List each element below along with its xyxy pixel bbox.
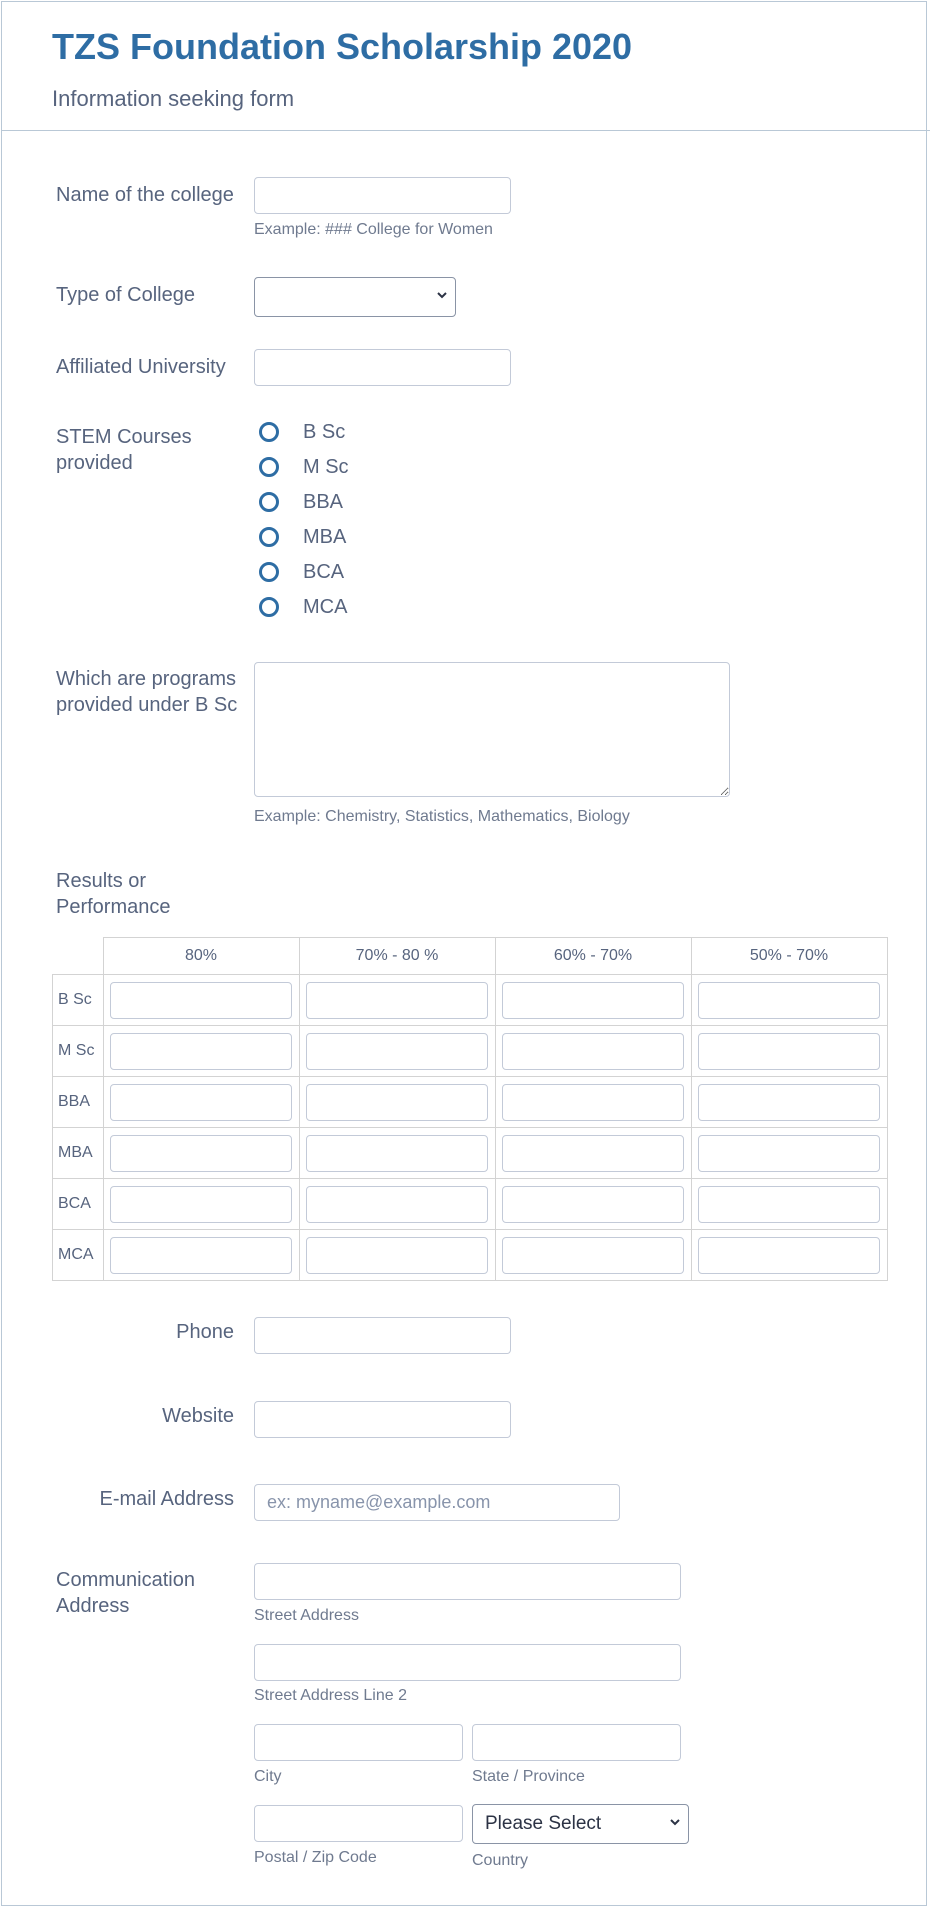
matrix-row <box>53 1128 888 1179</box>
stem-label: STEM Courses provided <box>56 426 192 474</box>
stem-option-label: M Sc <box>303 455 349 478</box>
matrix-cell-input[interactable] <box>502 1135 684 1172</box>
street-address-2-sublabel: Street Address Line 2 <box>254 1687 407 1704</box>
matrix-row-label: MBA <box>53 1128 104 1179</box>
country-sublabel: Country <box>472 1852 529 1869</box>
city-sublabel: City <box>254 1768 282 1785</box>
matrix-cell-input[interactable] <box>502 982 684 1019</box>
stem-option-label: BBA <box>303 490 344 513</box>
matrix-row-label: BCA <box>53 1179 104 1230</box>
matrix-cell-input[interactable] <box>110 1135 292 1172</box>
radio-button[interactable] <box>259 457 279 477</box>
matrix-row <box>53 975 888 1026</box>
matrix-row <box>53 1230 888 1281</box>
stem-option-label: BCA <box>303 560 345 583</box>
matrix-column-header: 70% - 80 % <box>299 938 495 975</box>
form-header <box>2 2 930 131</box>
country-select[interactable] <box>472 1804 689 1844</box>
stem-option-label: MBA <box>303 525 347 548</box>
radio-button[interactable] <box>259 422 279 442</box>
college-name-hint: Example: ### College for Women <box>254 221 493 238</box>
matrix-row-label: BBA <box>53 1077 104 1128</box>
matrix-row <box>53 1026 888 1077</box>
state-sublabel: State / Province <box>472 1768 585 1785</box>
email-label: E-mail Address <box>99 1488 234 1510</box>
matrix-corner <box>53 938 104 975</box>
street-address-input[interactable] <box>254 1563 681 1600</box>
matrix-cell-input[interactable] <box>306 1237 488 1274</box>
matrix-cell-input[interactable] <box>110 1237 292 1274</box>
university-label: Affiliated University <box>56 356 226 378</box>
matrix-cell-input[interactable] <box>110 1033 292 1070</box>
phone-label: Phone <box>176 1321 234 1343</box>
programs-hint: Example: Chemistry, Statistics, Mathematics, Biology <box>254 808 630 825</box>
matrix-cell-input[interactable] <box>698 1033 880 1070</box>
state-input[interactable] <box>472 1724 681 1761</box>
matrix-cell-input[interactable] <box>110 1186 292 1223</box>
programs-label: Which are programs provided under B Sc <box>56 668 238 716</box>
matrix-cell-input[interactable] <box>698 1186 880 1223</box>
website-label: Website <box>162 1405 234 1427</box>
matrix-row <box>53 1179 888 1230</box>
email-input[interactable] <box>254 1484 620 1521</box>
college-name-label: Name of the college <box>56 184 234 206</box>
matrix-row-label: B Sc <box>53 975 104 1026</box>
radio-button[interactable] <box>259 562 279 582</box>
radio-button[interactable] <box>259 597 279 617</box>
matrix-cell-input[interactable] <box>306 982 488 1019</box>
stem-option-bba[interactable] <box>259 487 343 517</box>
matrix-cell-input[interactable] <box>698 982 880 1019</box>
matrix-column-header: 60% - 70% <box>495 938 691 975</box>
stem-option-mba[interactable] <box>259 522 346 552</box>
results-label: Results or Performance <box>56 870 171 918</box>
chevron-down-icon <box>437 290 447 300</box>
radio-button[interactable] <box>259 492 279 512</box>
matrix-cell-input[interactable] <box>306 1186 488 1223</box>
matrix-cell-input[interactable] <box>502 1186 684 1223</box>
matrix-cell-input[interactable] <box>306 1135 488 1172</box>
form-title: TZS Foundation Scholarship 2020 <box>52 26 633 67</box>
stem-option-msc[interactable] <box>259 452 349 482</box>
stem-option-bsc[interactable] <box>259 417 345 447</box>
website-input[interactable] <box>254 1401 511 1438</box>
stem-option-label: B Sc <box>303 420 346 443</box>
matrix-column-header: 50% - 70% <box>691 938 887 975</box>
zip-sublabel: Postal / Zip Code <box>254 1849 377 1866</box>
college-name-input[interactable] <box>254 177 511 214</box>
matrix-cell-input[interactable] <box>502 1237 684 1274</box>
form-frame <box>1 1 927 1906</box>
matrix-cell-input[interactable] <box>306 1084 488 1121</box>
results-matrix <box>52 937 888 1281</box>
radio-button[interactable] <box>259 527 279 547</box>
stem-option-mca[interactable] <box>259 592 347 622</box>
matrix-cell-input[interactable] <box>502 1084 684 1121</box>
university-input[interactable] <box>254 349 511 386</box>
stem-option-label: MCA <box>303 595 348 618</box>
zip-input[interactable] <box>254 1805 463 1842</box>
address-label: Communication Address <box>56 1569 195 1617</box>
form-subtitle: Information seeking form <box>52 86 295 111</box>
matrix-cell-input[interactable] <box>698 1135 880 1172</box>
college-type-select[interactable] <box>254 277 456 317</box>
street-address-sublabel: Street Address <box>254 1607 359 1624</box>
phone-input[interactable] <box>254 1317 511 1354</box>
college-type-label: Type of College <box>56 284 195 306</box>
matrix-cell-input[interactable] <box>502 1033 684 1070</box>
stem-option-bca[interactable] <box>259 557 344 587</box>
matrix-row <box>53 1077 888 1128</box>
country-selected: Please Select <box>485 1813 602 1834</box>
matrix-column-header: 80% <box>103 938 299 975</box>
matrix-row-label: M Sc <box>53 1026 104 1077</box>
matrix-cell-input[interactable] <box>698 1084 880 1121</box>
matrix-cell-input[interactable] <box>110 982 292 1019</box>
matrix-cell-input[interactable] <box>698 1237 880 1274</box>
matrix-row-label: MCA <box>53 1230 104 1281</box>
city-input[interactable] <box>254 1724 463 1761</box>
chevron-down-icon <box>670 1817 680 1827</box>
street-address-2-input[interactable] <box>254 1644 681 1681</box>
programs-textarea[interactable] <box>254 662 730 797</box>
matrix-cell-input[interactable] <box>110 1084 292 1121</box>
matrix-cell-input[interactable] <box>306 1033 488 1070</box>
